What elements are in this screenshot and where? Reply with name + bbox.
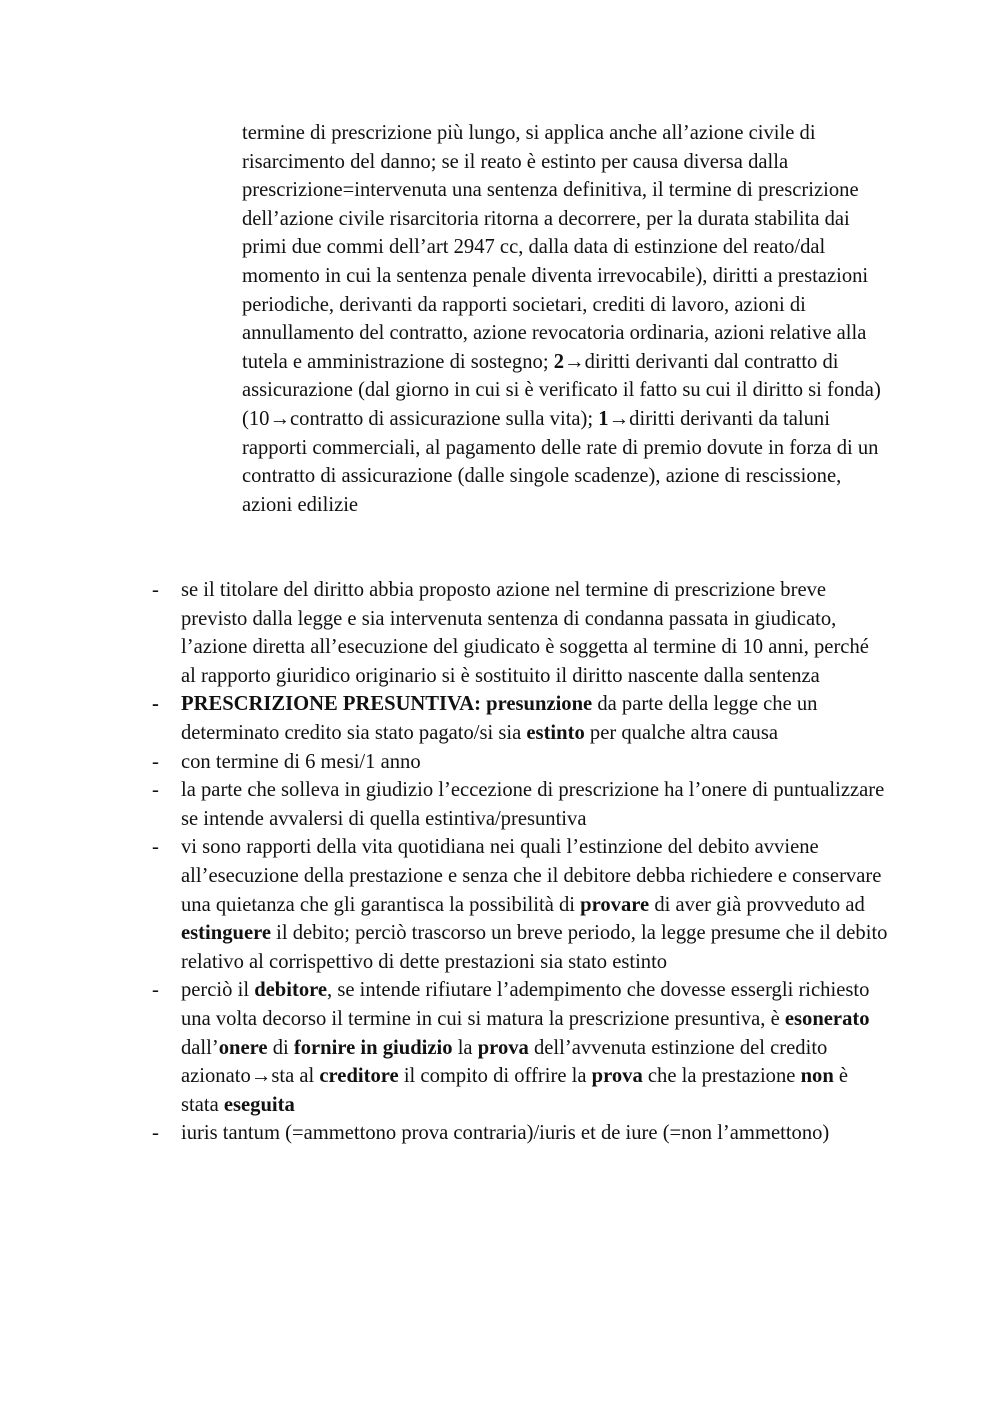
bullet-text: perciò il [181,979,255,1002]
bullet-bold-text: creditore [319,1065,399,1088]
bullet-text: per qualche altra causa [584,721,779,744]
bullet-dash: - [152,693,159,716]
bullet-dash: - [152,836,159,859]
list-item [148,1119,888,1148]
bullet-text: da parte della legge che un determinato credito sia stato pagato/si sia [181,693,818,744]
bullet-text: la [452,1036,478,1059]
bullet-list [148,576,888,1148]
list-item [148,748,888,777]
bullet-text: è stata [181,1065,849,1116]
paragraph-bold-number: 2 [553,350,564,373]
bullet-bold-text: debitore [254,979,328,1002]
bullet-bold-text: fornire in giudizio [293,1036,453,1059]
list-item [148,576,888,690]
bullet-text: che la prestazione [642,1065,801,1088]
bullet-text: il compito di offrire la [398,1065,592,1088]
bullet-bold-text: prova [591,1065,643,1088]
paragraph-bold-number: 1 [598,407,609,430]
bullet-bold-text: esonerato [784,1007,870,1030]
bullet-text: di [267,1036,294,1059]
bullet-bold-text: onere [218,1036,268,1059]
bullet-bold-text: provare [580,893,650,916]
bullet-bold-text: PRESCRIZIONE PRESUNTIVA: presunzione [181,693,593,716]
bullet-bold-text: eseguita [223,1093,295,1116]
bullet-text: il debito; perciò trascorso un breve periodo, la legge presume che il debito relativo al corrispettivo di dette prestazioni sia stato estinto [181,922,888,973]
bullet-dash: - [152,579,159,601]
paragraph-text: termine di prescrizione più lungo, si applica anche all’azione civile di risarcimento del danno; se il reato è estinto per causa diversa dalla prescrizione=intervenuta una sentenza definitiva, il termine di prescrizione dell’azione civile risarcitoria ritorna a decorrere, per la durata stabilita dai primi due commi dell’art 2947 cc, dalla data di estinzione del reato/dal momento in cui la sentenza penale diventa irrevocabile), diritti a prestazioni periodiche, derivanti da rapporti societari, crediti di lavoro, azioni di annullamento del contratto, azione revocatoria ordinaria, azioni relative alla tutela e amministrazione di sostegno; [242,122,869,373]
list-item [148,833,888,976]
bullet-dash: - [152,779,159,802]
bullet-text: iuris tantum (=ammettono prova contraria)/iuris et de iure (=non l’ammettono) [181,1122,830,1145]
bullet-text: vi sono rapporti della vita quotidiana nei quali l’estinzione del debito avviene all’esecuzione della prestazione e senza che il debitore debba richiedere e conservare una quietanza che gli garantisca la possibilità di [181,836,882,916]
bullet-bold-text: non [800,1065,834,1088]
list-item [148,776,888,833]
bullet-dash: - [152,1122,159,1145]
bullet-text: dall’ [181,1036,219,1059]
paragraph-text: →diritti derivanti dal contratto di assicurazione (dal giorno in cui si è verificato il fatto su cui il diritto si fonda)(10→contratto di assicurazione sulla vita); [242,350,881,430]
list-item [148,976,888,1119]
bullet-dash: - [152,750,159,773]
bullet-text: la parte che solleva in giudizio l’eccezione di prescrizione ha l’onere di puntualizzare se intende avvalersi di quella estintiva/presuntiva [181,779,885,830]
bullet-dash: - [152,979,159,1002]
bullet-bold-text: prova [477,1036,529,1059]
bullet-text: , se intende rifiutare l’adempimento che dovesse essergli richiesto una volta decorso il termine in cui si matura la prescrizione presuntiva, è [181,979,870,1030]
continued-paragraph [242,119,892,519]
bullet-text: dell’avvenuta estinzione del credito azionato→sta al [181,1036,828,1088]
bullet-text: con termine di 6 mesi/1 anno [181,750,421,773]
bullet-text: di aver già provveduto ad [649,893,865,916]
bullet-text: se il titolare del diritto abbia proposto azione nel termine di prescrizione breve previsto dalla legge e sia intervenuta sentenza di condanna passata in giudicato, l’azione diretta all’esecuzione del giudicato è soggetta al termine di 10 anni, perché al rapporto giuridico originario si è sostituito il diritto nascente dalla sentenza [181,579,869,687]
bullet-bold-text: estinto [526,721,585,744]
bullet-bold-text: estinguere [181,922,271,945]
list-item [148,690,888,747]
paragraph-text: →diritti derivanti da taluni rapporti commerciali, al pagamento delle rate di premio dovute in forza di un contratto di assicurazione (dalle singole scadenze), azione di rescissione, azioni edilizie [242,407,879,516]
